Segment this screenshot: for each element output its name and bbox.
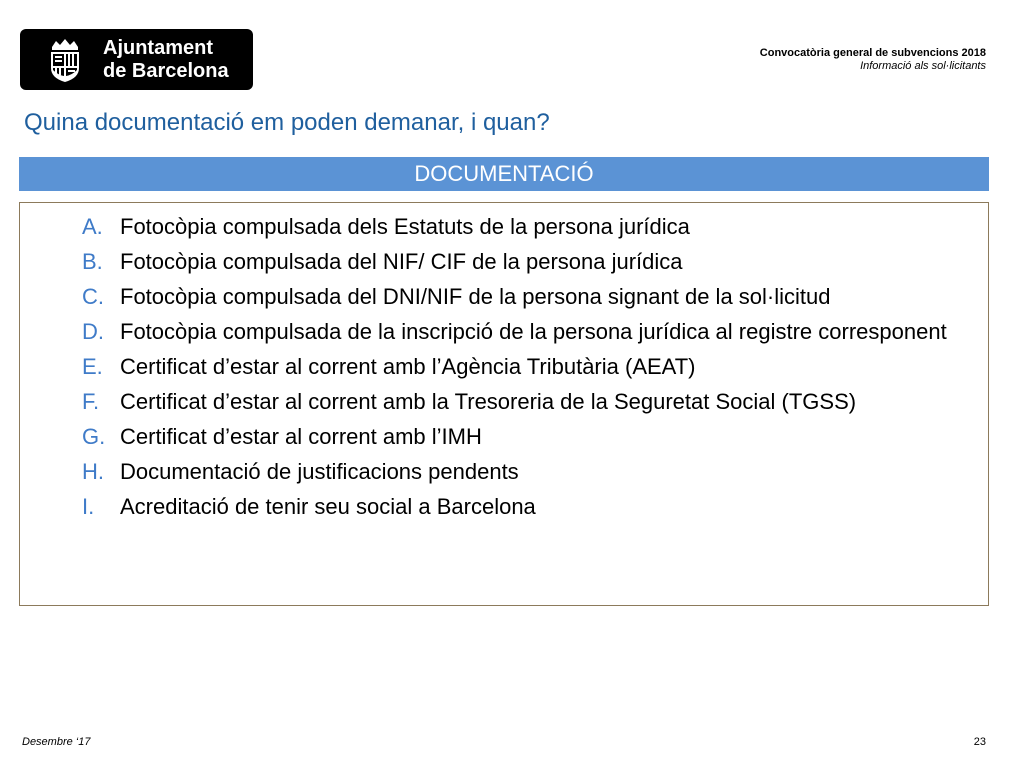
- header-title: Convocatòria general de subvencions 2018: [759, 47, 986, 59]
- item-letter: B.: [82, 249, 103, 274]
- list-item: [82, 314, 980, 349]
- list-item: [82, 454, 980, 489]
- item-letter: H.: [82, 459, 104, 484]
- logo-text: [103, 37, 229, 83]
- item-letter: E.: [82, 354, 103, 379]
- logo-line1: Ajuntament: [103, 37, 213, 59]
- item-text: Documentació de justificacions pendents: [120, 459, 519, 484]
- item-letter: C.: [82, 284, 104, 309]
- item-text: Fotocòpia compulsada del DNI/NIF de la persona signant de la sol·licitud: [120, 284, 831, 309]
- item-text: Acreditació de tenir seu social a Barcelona: [120, 494, 536, 519]
- list-item: [82, 279, 980, 314]
- item-text: Certificat d’estar al corrent amb l’IMH: [120, 424, 482, 449]
- ajuntament-logo: [20, 29, 253, 90]
- item-letter: A.: [82, 214, 103, 239]
- header-info: [760, 47, 986, 73]
- page-number: 23: [973, 736, 986, 748]
- list-item: [82, 489, 980, 524]
- list-item: [82, 349, 980, 384]
- item-letter: D.: [82, 319, 104, 344]
- list-item: [82, 244, 980, 279]
- section-banner: DOCUMENTACIÓ: [19, 157, 989, 191]
- list-item: [82, 419, 980, 454]
- item-letter: F.: [82, 389, 100, 414]
- item-text: Fotocòpia compulsada de la inscripció de la persona jurídica al registre corresponent: [120, 319, 947, 344]
- list-item: [82, 384, 980, 419]
- page-title: Quina documentació em poden demanar, i quan?: [24, 109, 550, 136]
- footer-date: Desembre ‘17: [22, 736, 91, 748]
- header-subtitle: Informació als sol·licitants: [860, 60, 986, 72]
- documents-list: [82, 209, 980, 524]
- documents-box: [19, 202, 989, 606]
- item-text: Fotocòpia compulsada dels Estatuts de la persona jurídica: [120, 214, 690, 239]
- item-letter: G.: [82, 424, 106, 449]
- logo-line2: de Barcelona: [103, 60, 229, 82]
- item-text: Fotocòpia compulsada del NIF/ CIF de la persona jurídica: [120, 249, 683, 274]
- list-item: [82, 209, 980, 244]
- item-letter: I.: [82, 494, 95, 519]
- item-text: Certificat d’estar al corrent amb la Tresoreria de la Seguretat Social (TGSS): [120, 389, 857, 414]
- barcelona-shield-icon: [42, 37, 88, 83]
- item-text: Certificat d’estar al corrent amb l’Agència Tributària (AEAT): [120, 354, 696, 379]
